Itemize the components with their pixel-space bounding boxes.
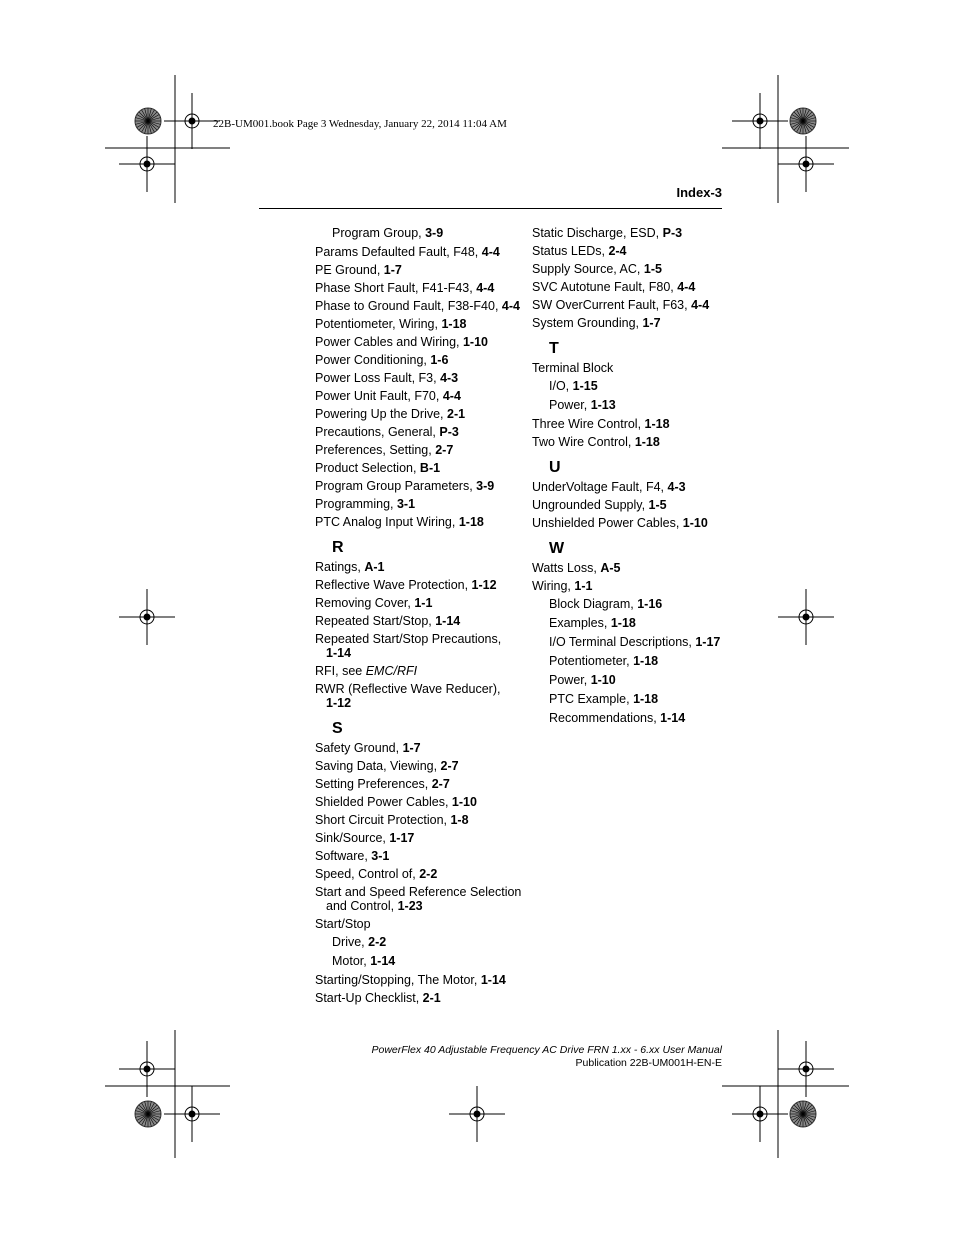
index-entry — [315, 917, 515, 931]
index-entry — [315, 831, 515, 845]
entry-term: Drive, — [332, 935, 369, 949]
index-entry — [315, 299, 520, 313]
crosshair-dot — [189, 118, 195, 124]
page-reference: 1-18 — [458, 515, 484, 529]
entry-continuation — [315, 696, 515, 710]
page-reference: 1-18 — [634, 435, 660, 449]
entry-term: Setting Preferences, — [315, 777, 432, 791]
page-reference: A-1 — [364, 560, 385, 574]
page-reference: P-3 — [439, 425, 459, 439]
page-reference: 1-12 — [471, 578, 497, 592]
entry-term: Repeated Start/Stop Precautions, — [315, 632, 502, 646]
index-entry — [315, 515, 515, 529]
entry-term: Motor, — [332, 954, 371, 968]
entry-term: Unshielded Power Cables, — [532, 516, 683, 530]
entry-term: Precautions, General, — [315, 425, 440, 439]
page-reference: 1-17 — [389, 831, 415, 845]
index-entry — [315, 407, 515, 421]
entry-term: Saving Data, Viewing, — [315, 759, 441, 773]
crosshair-dot — [474, 1111, 480, 1117]
page-reference: 2-2 — [368, 935, 387, 949]
page-reference: 1-10 — [590, 673, 616, 687]
entry-term: Supply Source, AC, — [532, 262, 644, 276]
crosshair-dot — [803, 614, 809, 620]
page-reference: 1-14 — [435, 614, 461, 628]
entry-term: Start and Speed Reference Selection — [315, 885, 522, 899]
index-subentry — [532, 692, 732, 706]
page-reference: 4-4 — [442, 389, 461, 403]
crosshair-dot — [757, 1111, 763, 1117]
entry-term: PTC Example, — [549, 692, 634, 706]
page-reference: 1-18 — [644, 417, 670, 431]
entry-term: Ungrounded Supply, — [532, 498, 649, 512]
index-entry — [315, 497, 515, 511]
entry-term: Power Conditioning, — [315, 353, 431, 367]
entry-term: Static Discharge, ESD, — [532, 226, 663, 240]
entry-term: Status LEDs, — [532, 244, 609, 258]
index-entry — [315, 389, 515, 403]
page-reference: 4-4 — [481, 245, 500, 259]
entry-term: Shielded Power Cables, — [315, 795, 452, 809]
index-entry — [315, 813, 515, 827]
entry-term: Recommendations, — [549, 711, 661, 725]
entry-term: Safety Ground, — [315, 741, 403, 755]
index-subentry — [315, 954, 515, 968]
index-entry — [315, 741, 515, 755]
entry-term: I/O Terminal Descriptions, — [549, 635, 696, 649]
page-reference: 2-1 — [447, 407, 466, 421]
page-reference: A-5 — [600, 561, 621, 575]
entry-term: Preferences, Setting, — [315, 443, 436, 457]
entry-term: Software, — [315, 849, 372, 863]
index-entry — [532, 516, 732, 530]
index-entry — [315, 795, 515, 809]
index-entry — [532, 480, 732, 494]
entry-term: Sink/Source, — [315, 831, 390, 845]
crosshair-dot — [189, 1111, 195, 1117]
index-entry — [315, 371, 515, 385]
crosshair-dot — [144, 1066, 150, 1072]
entry-term: Phase Short Fault, F41-F43, — [315, 281, 477, 295]
index-entry — [315, 632, 515, 660]
index-entry — [315, 335, 515, 349]
index-column-right — [532, 226, 732, 730]
crosshair-dot — [757, 118, 763, 124]
index-entry — [532, 417, 732, 431]
index-subentry — [532, 616, 732, 630]
entry-term: Potentiometer, Wiring, — [315, 317, 442, 331]
index-subentry — [532, 654, 732, 668]
page-reference: 1-10 — [682, 516, 708, 530]
entry-term: RWR (Reflective Wave Reducer), — [315, 682, 501, 696]
page-reference: 1-14 — [480, 973, 506, 987]
entry-term: Short Circuit Protection, — [315, 813, 451, 827]
page-reference: 1-13 — [590, 398, 616, 412]
page-reference: 1-7 — [402, 741, 421, 755]
entry-term: Potentiometer, — [549, 654, 634, 668]
page-reference: 2-7 — [435, 443, 454, 457]
index-subentry — [532, 597, 732, 611]
page-reference: 4-4 — [677, 280, 696, 294]
entry-term: UnderVoltage Fault, F4, — [532, 480, 668, 494]
page-reference: 3-9 — [425, 226, 444, 240]
entry-term: and Control, — [326, 899, 398, 913]
page-reference: 1-14 — [660, 711, 686, 725]
index-entry — [532, 579, 732, 593]
index-entry — [315, 777, 515, 791]
entry-term: Start-Up Checklist, — [315, 991, 423, 1005]
entry-continuation — [315, 899, 515, 913]
index-entry — [315, 596, 515, 610]
index-entry — [532, 262, 732, 276]
index-entry — [532, 435, 732, 449]
entry-term: Repeated Start/Stop, — [315, 614, 436, 628]
page-reference: 1-14 — [370, 954, 396, 968]
index-entry — [315, 614, 515, 628]
page-reference: P-3 — [662, 226, 683, 240]
index-subentry — [315, 226, 515, 240]
index-entry — [315, 479, 515, 493]
page-reference: 4-4 — [501, 299, 520, 313]
page-reference: 4-4 — [691, 298, 710, 312]
page-reference: 4-3 — [440, 371, 459, 385]
page-label: Index-3 — [676, 185, 722, 200]
index-letter-heading: S — [332, 720, 343, 737]
entry-term: PE Ground, — [315, 263, 384, 277]
page-reference: 1-18 — [633, 654, 659, 668]
entry-term: Power Unit Fault, F70, — [315, 389, 443, 403]
index-entry — [315, 263, 515, 277]
index-entry — [315, 991, 515, 1005]
entry-term: Programming, — [315, 497, 397, 511]
entry-term: RFI, see — [315, 664, 366, 678]
page-reference: 1-10 — [451, 795, 477, 809]
entry-term: Product Selection, — [315, 461, 420, 475]
index-subentry — [532, 379, 732, 393]
entry-term: Starting/Stopping, The Motor, — [315, 973, 481, 987]
page-reference: 1-15 — [572, 379, 598, 393]
index-subentry — [532, 711, 732, 725]
index-letter-heading: W — [549, 540, 565, 557]
entry-term: Start/Stop — [315, 917, 371, 931]
index-entry — [532, 298, 732, 312]
index-entry — [532, 316, 732, 330]
footer-manual-title: PowerFlex 40 Adjustable Frequency AC Drive FRN 1.xx - 6.xx User Manual — [371, 1044, 722, 1056]
page-reference: 3-1 — [396, 497, 416, 511]
page-reference: 1-23 — [397, 899, 423, 913]
page-reference: 1-5 — [643, 262, 662, 276]
page-reference: 2-1 — [422, 991, 441, 1005]
index-entry — [532, 280, 732, 294]
crosshair-dot — [803, 1066, 809, 1072]
page-reference: 2-7 — [440, 759, 459, 773]
index-entry — [315, 425, 515, 439]
crosshair-dot — [144, 614, 150, 620]
page-reference: 1-18 — [633, 692, 659, 706]
index-letter-heading: R — [332, 539, 344, 556]
page-reference: 3-9 — [476, 479, 495, 493]
entry-term: Power, — [549, 398, 591, 412]
index-entry — [315, 560, 515, 574]
index-entry — [315, 461, 515, 475]
page-reference: 1-8 — [450, 813, 469, 827]
index-subentry — [315, 935, 515, 949]
entry-term: Three Wire Control, — [532, 417, 645, 431]
entry-term: Examples, — [549, 616, 611, 630]
crosshair-dot — [803, 161, 809, 167]
index-entry — [315, 443, 515, 457]
entry-term: Powering Up the Drive, — [315, 407, 448, 421]
page-reference: 2-2 — [419, 867, 438, 881]
index-entry — [315, 849, 515, 863]
index-entry — [315, 867, 515, 881]
entry-term: Power Cables and Wiring, — [315, 335, 463, 349]
index-subentry — [532, 673, 732, 687]
index-subentry — [532, 635, 732, 649]
index-letter-heading: T — [549, 340, 559, 357]
entry-term: Watts Loss, — [532, 561, 601, 575]
page-reference: 1-7 — [383, 263, 402, 277]
entry-term: Ratings, — [315, 560, 365, 574]
page-reference: 1-14 — [326, 646, 352, 660]
see-reference: EMC/RFI — [365, 664, 418, 678]
page-reference: 1-7 — [642, 316, 661, 330]
entry-term: Reflective Wave Protection, — [315, 578, 472, 592]
book-info-header: 22B-UM001.book Page 3 Wednesday, January 22, 2014 11:04 AM — [213, 118, 507, 130]
crosshair-dot — [144, 161, 150, 167]
index-entry — [315, 682, 515, 710]
page-reference: 2-7 — [431, 777, 450, 791]
page-reference: B-1 — [419, 461, 441, 475]
entry-term: Block Diagram, — [549, 597, 638, 611]
page-reference: 2-4 — [608, 244, 627, 258]
entry-term: PTC Analog Input Wiring, — [315, 515, 459, 529]
entry-term: System Grounding, — [532, 316, 643, 330]
index-entry — [532, 498, 732, 512]
index-entry — [532, 226, 732, 240]
page-reference: 1-1 — [574, 579, 593, 593]
page-reference: 1-18 — [441, 317, 467, 331]
index-entry — [532, 561, 732, 575]
entry-term: Params Defaulted Fault, F48, — [315, 245, 482, 259]
index-entry — [315, 317, 515, 331]
entry-term: Two Wire Control, — [532, 435, 635, 449]
entry-term: Power Loss Fault, F3, — [315, 371, 441, 385]
index-entry — [315, 245, 515, 259]
entry-term: Phase to Ground Fault, F38-F40, — [315, 299, 502, 313]
page-reference: 1-16 — [637, 597, 663, 611]
entry-term: Program Group Parameters, — [315, 479, 477, 493]
index-entry — [315, 973, 515, 987]
page-reference: 1-17 — [695, 635, 721, 649]
footer-publication: Publication 22B-UM001H-EN-E — [575, 1057, 722, 1069]
index-entry — [315, 664, 515, 678]
entry-term: Terminal Block — [532, 361, 614, 375]
index-entry — [315, 885, 522, 913]
entry-term: I/O, — [549, 379, 573, 393]
entry-continuation — [315, 646, 515, 660]
page-reference: 1-1 — [414, 596, 433, 610]
index-entry — [315, 578, 515, 592]
page-reference: 1-12 — [326, 696, 352, 710]
index-entry — [532, 244, 732, 258]
header-rule — [259, 208, 722, 209]
page-reference: 3-1 — [371, 849, 390, 863]
index-entry — [315, 281, 515, 295]
index-entry — [315, 759, 515, 773]
index-entry — [315, 353, 515, 367]
entry-term: Power, — [549, 673, 591, 687]
index-subentry — [532, 398, 732, 412]
index-entry — [532, 361, 732, 375]
page-reference: 1-6 — [430, 353, 449, 367]
index-letter-heading: U — [549, 459, 561, 476]
entry-term: SVC Autotune Fault, F80, — [532, 280, 678, 294]
page-reference: 1-10 — [462, 335, 489, 349]
entry-term: SW OverCurrent Fault, F63, — [532, 298, 692, 312]
page-reference: 4-4 — [476, 281, 495, 295]
entry-term: Program Group, — [332, 226, 426, 240]
page-reference: 1-5 — [648, 498, 667, 512]
page-reference: 1-18 — [610, 616, 636, 630]
page-reference: 4-3 — [667, 480, 686, 494]
entry-term: Removing Cover, — [315, 596, 415, 610]
index-column-left — [315, 226, 522, 1009]
entry-term: Speed, Control of, — [315, 867, 420, 881]
entry-term: Wiring, — [532, 579, 575, 593]
